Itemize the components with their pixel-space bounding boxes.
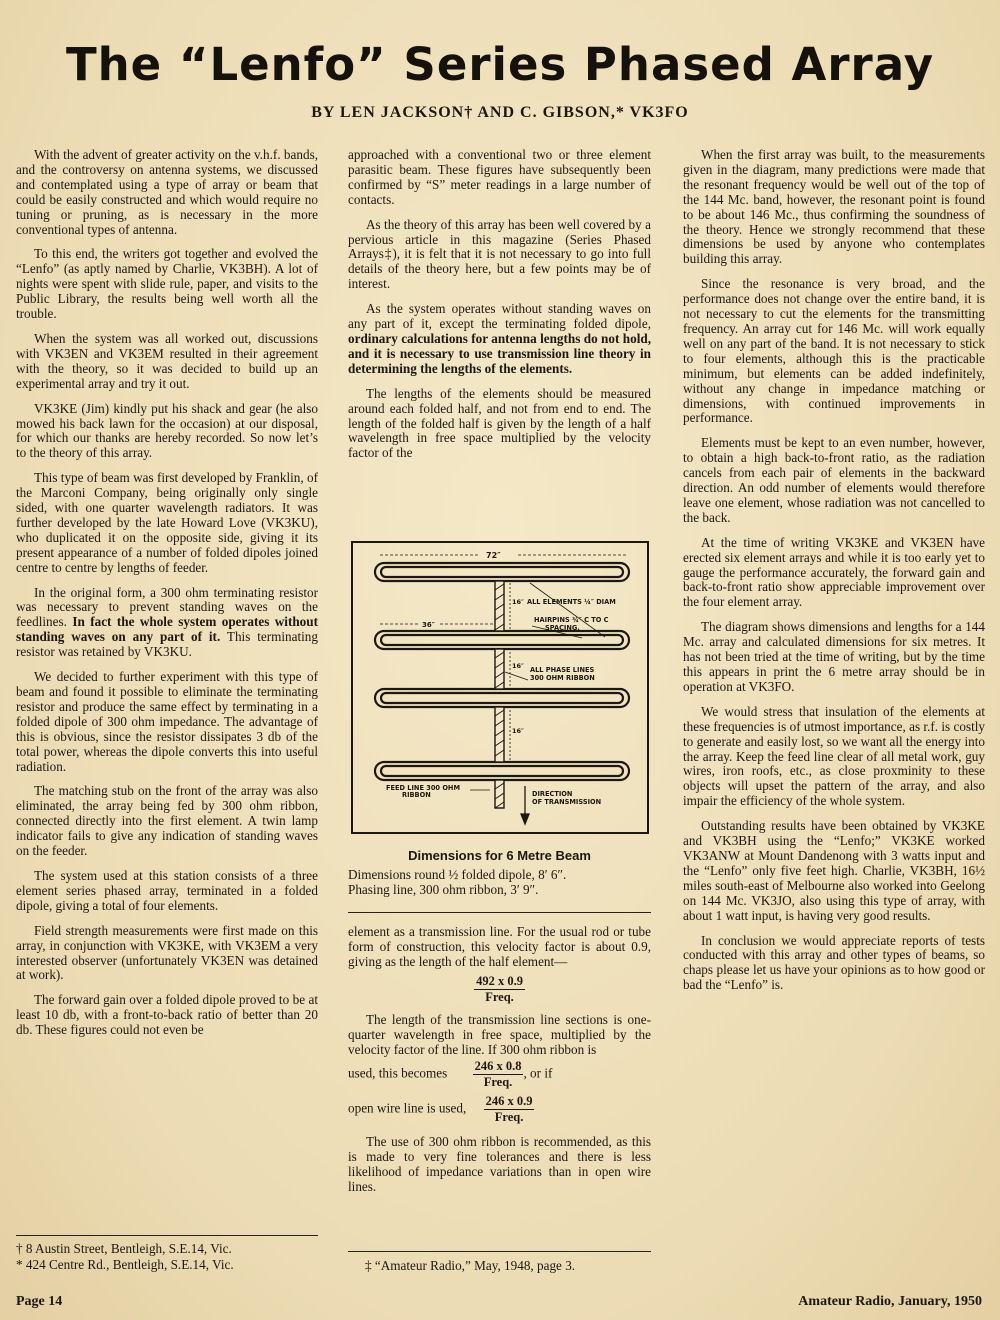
paragraph: We would stress that insulation of the elements at these frequencies is of utmost importance, as r.f. is costly to generate and easily lost, so we want all the energy into the array. Keep the feed line clear of all metal work, guy wires, iron roofs, etc., as close proxminity to these objects will upset the pattern of the array, and also impair the efficiency of the whole system.: [683, 703, 985, 809]
paragraph: This type of beam was first developed by Franklin, of the Marconi Company, being originally only single sided, with one quarter wavelength radiators. It was further developed by the late Howard Love (VK3KU), who duplicated it on the opposite side, giving it its present appearance of a number of folded dipoles joined centre to centre by lengths of feeder.: [16, 470, 318, 575]
footnote-1: † 8 Austin Street, Bentleigh, S.E.14, Vic.: [16, 1241, 232, 1256]
column-3: [683, 148, 985, 1003]
column-2: [348, 148, 651, 471]
fraction-denominator: Freq.: [494, 1110, 524, 1125]
paragraph: Since the resonance is very broad, and the performance does not change over the entire band, it is not necessary to cut the elements for the transmitting frequency. An array cut for 146 Mc. will work equally well on any part of the band. It is not necessary to stick to four elements, although this is the practicable minimum, but elements can be added indefinitely, without any change in impedance matching or dimensions, with continued improvements in performance.: [683, 276, 985, 426]
dim-label-72: 72″: [486, 551, 501, 560]
dim-label-16-a: 16″: [512, 598, 524, 606]
folded-dipole-inner-4: [381, 766, 623, 776]
formula-half-element: [348, 974, 651, 1005]
emphasis-text: ordinary calculations for antenna lengths do not hold, and it is necessary to use transmission line theory in determining the lengths of the elements.: [348, 330, 651, 376]
text-span: This terminating resistor was retained by VK3KU.: [16, 629, 318, 660]
label-feed-ribbon: RIBBON: [402, 791, 431, 799]
fraction-denominator: Freq.: [483, 1075, 513, 1090]
footnote-3: ‡ “Amateur Radio,” May, 1948, page 3.: [365, 1258, 576, 1273]
footnote-2: * 424 Centre Rd., Bentleigh, S.E.14, Vic.: [16, 1257, 234, 1272]
paragraph: The forward gain over a folded dipole proved to be at least 10 db, with a front-to-back ratio of better than 20 db. These figures could not even be: [16, 992, 318, 1038]
paragraph: Field strength measurements were first made on this array, in conjunction with VK3KE, with VK3EM a very interested observer (unfortunately VK3EN was detained at work).: [16, 922, 318, 983]
antenna-diagram: [350, 540, 650, 835]
byline: BY LEN JACKSON† AND C. GIBSON,* VK3FO: [311, 104, 689, 121]
column-1: [16, 148, 318, 1048]
fraction: [484, 1094, 535, 1125]
dim-label-16-b: 16″: [512, 662, 524, 670]
label-hairpins: HAIRPINS ¾″ C TO C: [534, 616, 609, 624]
formula-ribbon-line: [348, 1059, 651, 1090]
paragraph: The length of the transmission line sections is one-quarter wavelength in free space, multiplied by the velocity factor of the line. If 300 ohm ribbon is: [348, 1011, 651, 1057]
paragraph: VK3KE (Jim) kindly put his shack and gear (he also mowed his back lawn for the occasion) at our disposal, for which our thanks are hereby recorded. So now let’s to the theory of this array.: [16, 400, 318, 461]
dim-label-36: 36″: [422, 621, 435, 629]
paragraph: At the time of writing VK3KE and VK3EN have erected six element arrays and while it is too early yet to gauge the performance accurately, the forward gain and back-to-front ratio show appreciable improvement over the four element array.: [683, 534, 985, 610]
paragraph: With the advent of greater activity on the v.h.f. bands, and the controversy on antenna systems, we discussed and contemplated using a type of array or beam that could be easily constructed and which would require no tuning or pruning, as is necessary in the more conventional types of antenna.: [16, 147, 318, 237]
folded-dipole-element-3: [375, 689, 629, 707]
paragraph: When the system was all worked out, discussions with VK3EN and VK3EM resulted in their agreement with the theory, so it was decided to build up an experimental array and try it out.: [16, 330, 318, 391]
label-feed-line: FEED LINE 300 OHM: [386, 784, 460, 792]
paragraph: The lengths of the elements should be measured around each folded half, and not from end to end. The length of the folded half is given by the length of a half wavelength in free space multiplied by the velocity factor of the: [348, 385, 651, 461]
folded-dipole-inner-2: [381, 635, 623, 645]
dim-label-16-c: 16″: [512, 727, 524, 735]
column-2-continued: [348, 925, 651, 1205]
label-300-ohm-ribbon: 300 OHM RIBBON: [530, 674, 595, 682]
paragraph: The system used at this station consists of a three element series phased array, terminated in a folded dipole, giving a total of four elements.: [16, 867, 318, 913]
footnote-divider: [348, 1251, 651, 1252]
label-all-elements: ALL ELEMENTS ¼″ DIAM: [527, 598, 616, 606]
page-number: Page 14: [16, 1294, 63, 1309]
text-span: , or if: [523, 1065, 553, 1081]
paragraph: [348, 302, 651, 377]
paragraph: As the theory of this array has been well covered by a pervious article in this magazine (Series Phased Arrays‡), it is felt that it is not necessary to go into full details of the theory here, but a few points may be of interest.: [348, 216, 651, 292]
leader-line-phase: [505, 672, 528, 680]
article-title: The “Lenfo” Series Phased Array: [65, 38, 935, 91]
paragraph: When the first array was built, to the measurements given in the diagram, many predictions were made that the resonant frequency would be well out of the top of the 144 Mc. band, however, the resonant point is found to be about 146 Mc., thus confirming the soundness of the theory. Hence we strongly recommend that these dimensions be used by anyone who contemplates building this array.: [683, 147, 985, 267]
folded-dipole-element-4: [375, 762, 629, 780]
paragraph: The diagram shows dimensions and lengths for a 144 Mc. array and calculated dimensions for six metres. It has not been tried at the time of writing, but by the time this appears in print the 6 metre array should be in operation at VK3FO.: [683, 619, 985, 694]
fraction-denominator: Freq.: [485, 989, 514, 1004]
folded-dipole-inner-3: [381, 693, 623, 703]
text-span: As the system operates without standing waves on any part of it, except the terminating folded dipole,: [348, 301, 651, 332]
paragraph: Elements must be kept to an even number, however, to obtain a high back-to-front ratio, as the radiation cancels from each pair of elements in the backward direction. An odd number of elements would therefore leave one element, whose radiation was not cancelled to the back.: [683, 435, 985, 525]
fraction-numerator: 246 x 0.8: [474, 1059, 522, 1074]
caption-dimensions-line: Dimensions round ½ folded dipole, 8′ 6″.: [348, 867, 567, 882]
folded-dipole-element-2: [375, 631, 629, 649]
text-span: In the original form, a 300 ohm terminating resistor was necessary to prevent standing waves on the feedlines.: [16, 584, 318, 630]
paragraph: element as a transmission line. For the usual rod or tube form of construction, this velocity factor is about 0.9, giving as the length of the half element—: [348, 924, 651, 969]
footnote-divider: [16, 1235, 318, 1236]
paragraph: In conclusion we would appreciate reports of tests conducted with this array and other types of beams, so chaps please let us have your opinions as to how good or bad the “Lenfo” is.: [683, 932, 985, 993]
paragraph: Outstanding results have been obtained by VK3KE and VK3BH using the “Lenfo;” VK3KE worked VK3ANW at Mount Dandenong with 3 watts input and the “Lenfo” only five feet high. Charlie, VK3BH, 16½ miles south-east of Melbourne also worked into Geelong on 144 Mc. VK3JO, also using this type of array, with about 1 watt input, is having very good results.: [683, 818, 985, 923]
fraction: [474, 974, 525, 1005]
caption-divider: [348, 912, 651, 913]
label-phase-lines: ALL PHASE LINES: [530, 666, 595, 674]
fraction: [473, 1059, 524, 1090]
caption-phasing-line: Phasing line, 300 ohm ribbon, 3′ 9″.: [348, 882, 539, 897]
direction-arrow-head: [521, 814, 529, 824]
folded-dipole-inner-1: [381, 567, 623, 577]
folded-dipole-element-1: [375, 563, 629, 581]
caption-heading: Dimensions for 6 Metre Beam: [408, 848, 591, 863]
emphasis-text: In fact the whole system operates without standing waves on any part of it.: [16, 614, 319, 645]
paragraph: We decided to further experiment with this type of beam and found it possible to eliminate the terminating resistor and produce the same effect by terminating in a folded dipole of 300 ohm impedance. The advantage of this is obvious, since the resistor dissipates 3 db of the total power, whereas the dipole converts this into useful radiation.: [16, 669, 318, 774]
publication-info: Amateur Radio, January, 1950: [798, 1294, 982, 1309]
fraction-numerator: 246 x 0.9: [485, 1094, 533, 1109]
label-direction: DIRECTION: [532, 790, 573, 798]
text-span: used, this becomes: [348, 1065, 448, 1081]
paragraph: To this end, the writers got together and evolved the “Lenfo” (as aptly named by Charlie, VK3BH). A lot of nights were spent with slide rule, paper, and visits to the Public Library, the results being well worth all the trouble.: [16, 246, 318, 322]
paragraph: [16, 586, 318, 661]
paragraph: The matching stub on the front of the array was also eliminated, the array being fed by 300 ohm ribbon, connected directly into the first element. A twin lamp indicator fails to give any indication of standing waves on the feeder.: [16, 783, 318, 859]
formula-open-wire: [348, 1094, 651, 1125]
diagram-caption: [348, 848, 651, 897]
fraction-numerator: 492 x 0.9: [476, 973, 523, 988]
label-of-transmission: OF TRANSMISSION: [532, 798, 602, 806]
text-span: open wire line is used,: [348, 1100, 467, 1116]
paragraph: approached with a conventional two or three element parasitic beam. These figures have subsequently been confirmed by “S” meter readings in a large number of contacts.: [348, 147, 651, 207]
paragraph: The use of 300 ohm ribbon is recommended, as this is made to very fine tolerances and there is less likelihood of impedance variations than in open wire lines.: [348, 1134, 651, 1195]
label-hairpins-spacing: SPACING.: [545, 624, 580, 632]
